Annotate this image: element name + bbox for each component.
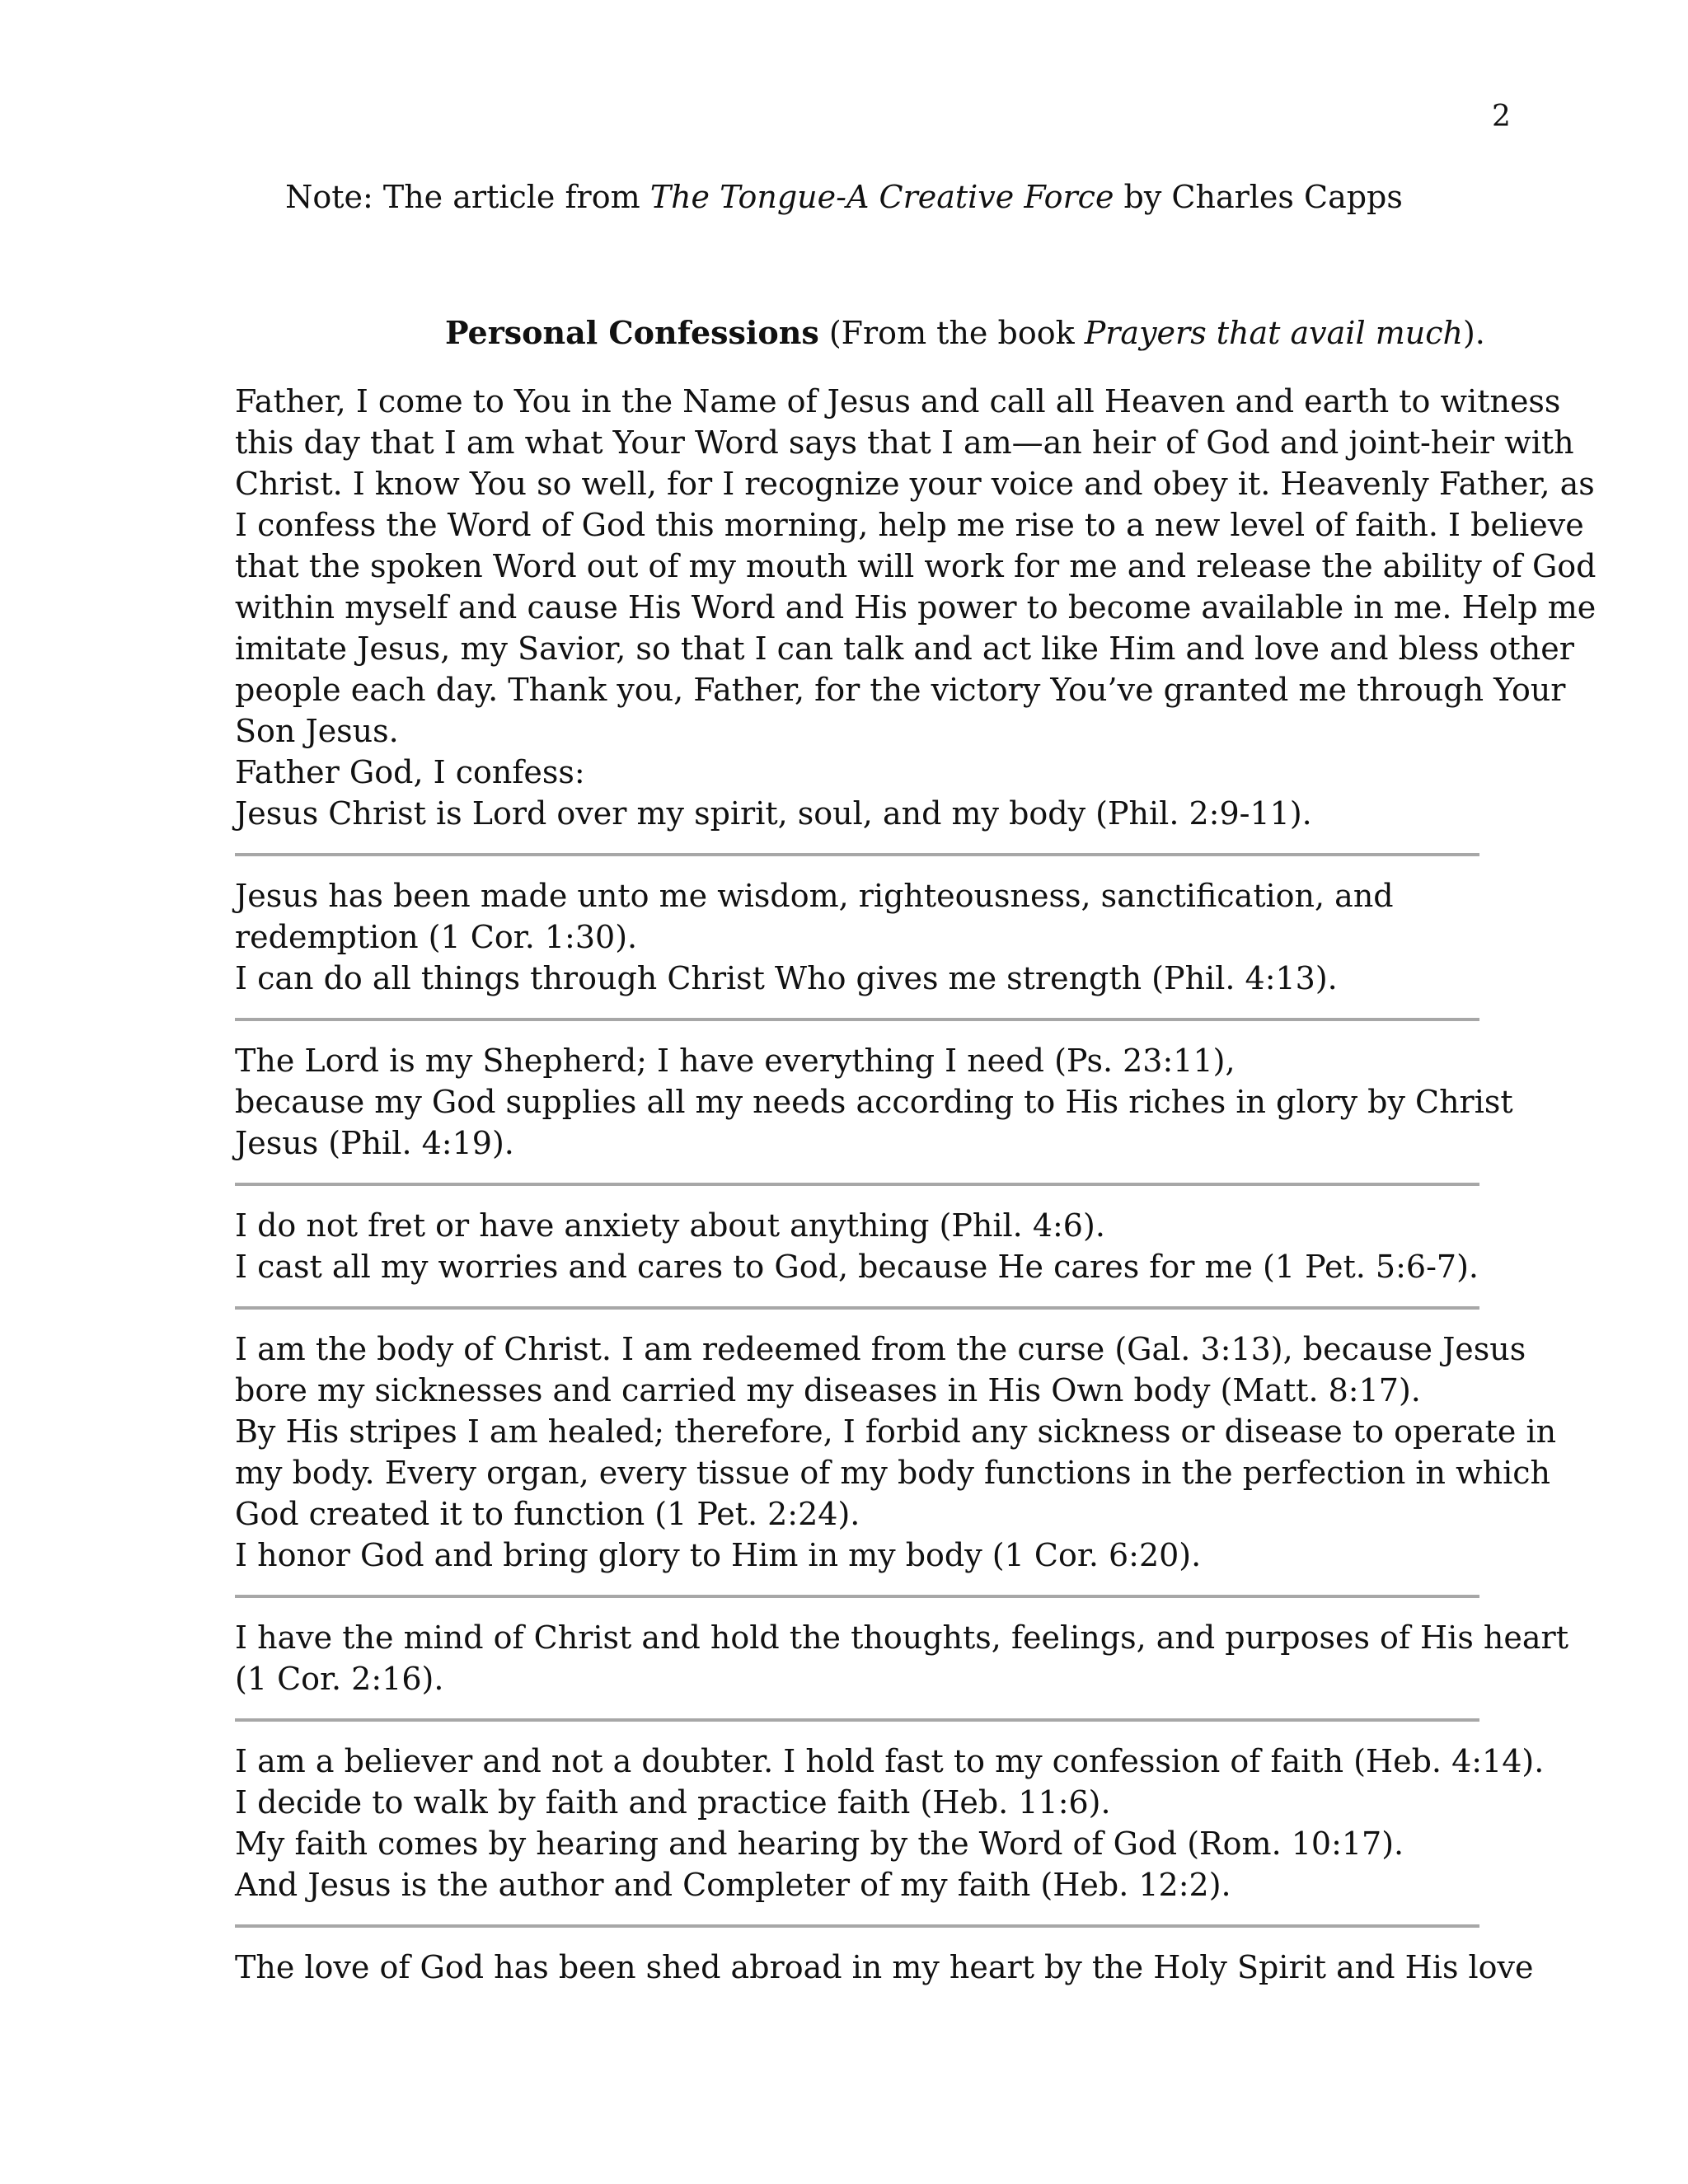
confession-line: And Jesus is the author and Completer of my faith (Heb. 12:2).: [235, 1867, 1231, 1903]
intro-line: I confess the Word of God this morning, help me rise to a new level of faith. I believe: [235, 507, 1584, 543]
intro-line: that the spoken Word out of my mouth will work for me and release the ability of God: [235, 548, 1597, 584]
note-prefix: Note: The article from: [285, 179, 650, 215]
section-divider: [235, 1924, 1479, 1928]
confession-line: I cast all my worries and cares to God, because He cares for me (1 Pet. 5:6-7).: [235, 1249, 1479, 1285]
intro-line: imitate Jesus, my Savior, so that I can talk and act like Him and love and bless other: [235, 630, 1574, 667]
note-book-title: The Tongue-A Creative Force: [649, 179, 1114, 215]
intro-paragraph: [235, 381, 1597, 834]
heading-title: Personal Confessions: [445, 314, 819, 351]
confession-line: My faith comes by hearing and hearing by the Word of God (Rom. 10:17).: [235, 1825, 1404, 1862]
heading-end: ).: [1462, 315, 1485, 351]
confession-line: By His stripes I am healed; therefore, I forbid any sickness or disease to operate in: [235, 1413, 1557, 1450]
page-number: 2: [1492, 100, 1511, 134]
confession-block: [235, 875, 1537, 999]
confession-block: [235, 1741, 1545, 1905]
confession-line: bore my sicknesses and carried my diseases in His Own body (Matt. 8:17).: [235, 1372, 1421, 1408]
intro-line: people each day. Thank you, Father, for the victory You’ve granted me through Your: [235, 672, 1566, 708]
intro-line: Son Jesus.: [235, 713, 399, 749]
intro-line: Jesus Christ is Lord over my spirit, soul, and my body (Phil. 2:9-11).: [235, 795, 1312, 832]
section-divider: [235, 1183, 1479, 1186]
confession-line: I have the mind of Christ and hold the thoughts, feelings, and purposes of His heart: [235, 1619, 1568, 1656]
confession-block: [235, 1040, 1537, 1164]
confession-line: (1 Cor. 2:16).: [235, 1661, 444, 1697]
confession-line: I am a believer and not a doubter. I hold fast to my confession of faith (Heb. 4:14).: [235, 1743, 1545, 1779]
section-divider: [235, 1595, 1479, 1598]
confession-line: because my God supplies all my needs according to His riches in glory by Christ: [235, 1084, 1513, 1120]
confession-line: I decide to walk by faith and practice faith (Heb. 11:6).: [235, 1784, 1111, 1821]
confession-block: [235, 1617, 1568, 1699]
confession-line: The love of God has been shed abroad in my heart by the Holy Spirit and His love: [235, 1949, 1534, 1985]
confession-line: redemption (1 Cor. 1:30).: [235, 919, 638, 955]
intro-line: Father, I come to You in the Name of Jesus and call all Heaven and earth to witness: [235, 383, 1561, 419]
section-divider: [235, 1718, 1479, 1722]
confession-line: Jesus has been made unto me wisdom, righteousness, sanctification, and: [235, 878, 1394, 914]
confession-line: I honor God and bring glory to Him in my body (1 Cor. 6:20).: [235, 1537, 1202, 1573]
intro-line: within myself and cause His Word and His power to become available in me. Help me: [235, 589, 1597, 626]
confession-line: Jesus (Phil. 4:19).: [235, 1125, 514, 1161]
source-note: [0, 177, 1688, 217]
confession-line: The Lord is my Shepherd; I have everything I need (Ps. 23:11),: [235, 1043, 1236, 1079]
section-divider: [235, 1306, 1479, 1310]
confession-block: [235, 1947, 1537, 1988]
confession-line: I can do all things through Christ Who gives me strength (Phil. 4:13).: [235, 960, 1338, 996]
confession-block: [235, 1205, 1537, 1287]
heading-middle: (From the book: [818, 315, 1085, 351]
section-divider: [235, 853, 1479, 856]
section-heading: [445, 313, 1485, 353]
confession-list: [235, 853, 1568, 1988]
confession-line: my body. Every organ, every tissue of my body functions in the perfection in which: [235, 1455, 1550, 1491]
heading-book: Prayers that avail much: [1084, 315, 1463, 351]
confession-line: I am the body of Christ. I am redeemed from the curse (Gal. 3:13), because Jesus: [235, 1331, 1526, 1367]
section-divider: [235, 1018, 1479, 1021]
confession-line: I do not fret or have anxiety about anything (Phil. 4:6).: [235, 1207, 1105, 1244]
confession-block: [235, 1329, 1557, 1576]
intro-line: this day that I am what Your Word says that I am—an heir of God and joint-heir with: [235, 424, 1574, 461]
intro-line: Father God, I confess:: [235, 754, 585, 790]
intro-line: Christ. I know You so well, for I recognize your voice and obey it. Heavenly Father, as: [235, 466, 1595, 502]
document-body: [235, 381, 1597, 1988]
note-suffix: by Charles Capps: [1114, 179, 1403, 215]
confession-line: God created it to function (1 Pet. 2:24).: [235, 1496, 860, 1532]
